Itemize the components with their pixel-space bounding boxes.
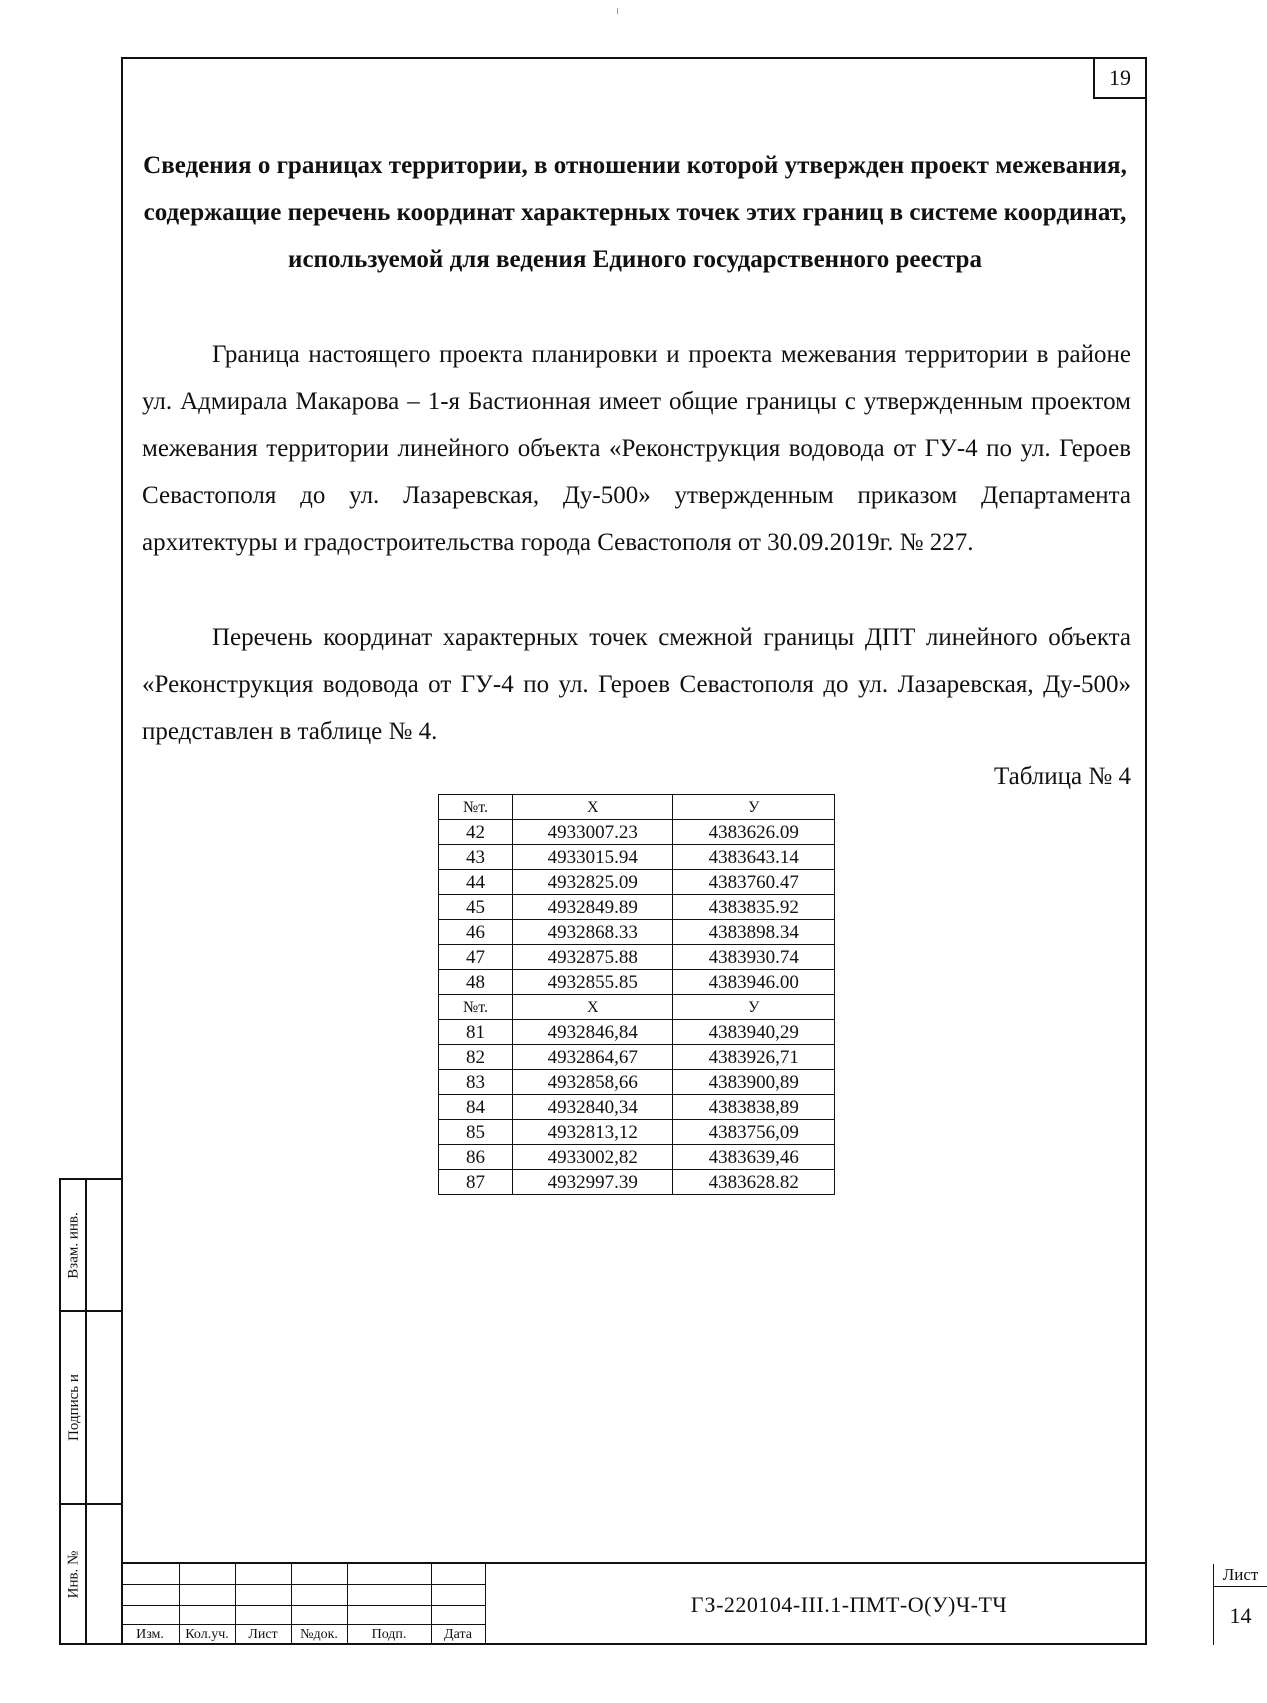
table-cell: 81 xyxy=(439,1020,513,1045)
tb-label-data: Дата xyxy=(444,1627,472,1642)
title-block xyxy=(121,1562,1259,1645)
table-cell: 87 xyxy=(439,1170,513,1195)
table-cell: 4383838,89 xyxy=(673,1095,835,1120)
table-cell: 45 xyxy=(439,895,513,920)
tb-label-izm: Изм. xyxy=(136,1627,164,1642)
coordinates-table xyxy=(438,794,835,1195)
table-row xyxy=(439,820,835,845)
side-label-inv-number: Инв. № xyxy=(65,1550,82,1598)
side-stamp-strip xyxy=(59,1178,123,1645)
paragraph-coordinates-list: Перечень координат характерных точек смежной границы ДПТ линейного объекта «Реконструкция водовода от ГУ-4 по ул. Героев Севастополя до ул. Лазаревская, Ду-500» представлен в таблице № 4. xyxy=(142,624,1131,745)
table-header-row xyxy=(439,995,835,1020)
table-cell: 47 xyxy=(439,945,513,970)
table-row xyxy=(439,1120,835,1145)
table-cell: 4932864,67 xyxy=(512,1045,673,1070)
table-cell: 83 xyxy=(439,1070,513,1095)
table-cell: 44 xyxy=(439,870,513,895)
table-header-cell: №т. xyxy=(439,795,513,820)
section-heading: Сведения о границах территории, в отношении которой утвержден проект межевания, содержащие перечень координат характерных точек этих границ в системе координат, используемой для ведения Единого государственного реестра xyxy=(143,152,1127,273)
table-cell: 4933007.23 xyxy=(512,820,673,845)
table-cell: 4932813,12 xyxy=(512,1120,673,1145)
table-cell: 4932846,84 xyxy=(512,1020,673,1045)
table-cell: 4383930.74 xyxy=(673,945,835,970)
tb-label-podp: Подп. xyxy=(371,1627,407,1642)
table-cell: 4383926,71 xyxy=(673,1045,835,1070)
table-cell: 4383900,89 xyxy=(673,1070,835,1095)
table-cell: 84 xyxy=(439,1095,513,1120)
document-code: ГЗ-220104-III.1-ПМТ-О(У)Ч-ТЧ xyxy=(690,1592,1008,1617)
table-cell: 4383628.82 xyxy=(673,1170,835,1195)
table-header-row xyxy=(439,795,835,820)
page-number: 19 xyxy=(1093,57,1147,99)
table-header-cell: X xyxy=(512,795,673,820)
table-cell: 4383643.14 xyxy=(673,845,835,870)
table-cell: 4383756,09 xyxy=(673,1120,835,1145)
tb-label-list: Лист xyxy=(248,1627,278,1642)
table-cell: 4932875.88 xyxy=(512,945,673,970)
tb-label-kol-uch: Кол.уч. xyxy=(185,1627,229,1642)
table-cell: 4383760.47 xyxy=(673,870,835,895)
table-cell: 85 xyxy=(439,1120,513,1145)
paragraph-boundary: Граница настоящего проекта планировки и проекта межевания территории в районе ул. Адмирала Макарова – 1-я Бастионная имеет общие границы с утвержденным проектом межевания территории линейного объекта «Реконструкция водовода от ГУ-4 по ул. Героев Севастополя до ул. Лазаревская, Ду-500» утвержденным приказом Департамента архитектуры и градостроительства города Севастополя от 30.09.2019г. № 227. xyxy=(142,341,1131,556)
table-header-cell: №т. xyxy=(439,995,513,1020)
table-cell: 4932825.09 xyxy=(512,870,673,895)
table-row xyxy=(439,970,835,995)
table-cell: 4932840,34 xyxy=(512,1095,673,1120)
table-cell: 4383940,29 xyxy=(673,1020,835,1045)
table-header-cell: X xyxy=(512,995,673,1020)
sheet-number: 14 xyxy=(1229,1603,1252,1628)
table-cell: 46 xyxy=(439,920,513,945)
table-cell: 4933002,82 xyxy=(512,1145,673,1170)
table-row xyxy=(439,870,835,895)
table-cell: 82 xyxy=(439,1045,513,1070)
table-cell: 4933015.94 xyxy=(512,845,673,870)
table-cell: 4383835.92 xyxy=(673,895,835,920)
table-cell: 4383639,46 xyxy=(673,1145,835,1170)
table-row xyxy=(439,845,835,870)
side-label-signature: Подпись и xyxy=(65,1374,82,1441)
tb-label-ndok: №док. xyxy=(300,1627,338,1642)
side-label-replaced-inv: Взам. инв. xyxy=(65,1211,82,1279)
sheet-box xyxy=(1213,1564,1267,1645)
table-cell: 48 xyxy=(439,970,513,995)
table-row xyxy=(439,1170,835,1195)
table-row xyxy=(439,1070,835,1095)
table-cell: 4383898.34 xyxy=(673,920,835,945)
table-row xyxy=(439,920,835,945)
table-cell: 43 xyxy=(439,845,513,870)
table-cell: 4932997.39 xyxy=(512,1170,673,1195)
table-row xyxy=(439,1145,835,1170)
sheet-label: Лист xyxy=(1214,1564,1267,1587)
tb-row-line xyxy=(121,1584,485,1585)
table-caption: Таблица № 4 xyxy=(993,763,1131,790)
table-cell: 4932855.85 xyxy=(512,970,673,995)
table-cell: 4932868.33 xyxy=(512,920,673,945)
table-cell: 4932858,66 xyxy=(512,1070,673,1095)
table-row xyxy=(439,1020,835,1045)
scan-mark xyxy=(617,8,618,14)
table-cell: 4383626.09 xyxy=(673,820,835,845)
tb-row-line xyxy=(121,1624,485,1625)
table-cell: 86 xyxy=(439,1145,513,1170)
table-header-cell: У xyxy=(673,795,835,820)
table-header-cell: У xyxy=(673,995,835,1020)
table-cell: 4932849.89 xyxy=(512,895,673,920)
table-cell: 4383946.00 xyxy=(673,970,835,995)
table-cell: 42 xyxy=(439,820,513,845)
table-row xyxy=(439,1045,835,1070)
table-row xyxy=(439,945,835,970)
table-row xyxy=(439,1095,835,1120)
tb-row-line xyxy=(121,1605,485,1606)
table-row xyxy=(439,895,835,920)
